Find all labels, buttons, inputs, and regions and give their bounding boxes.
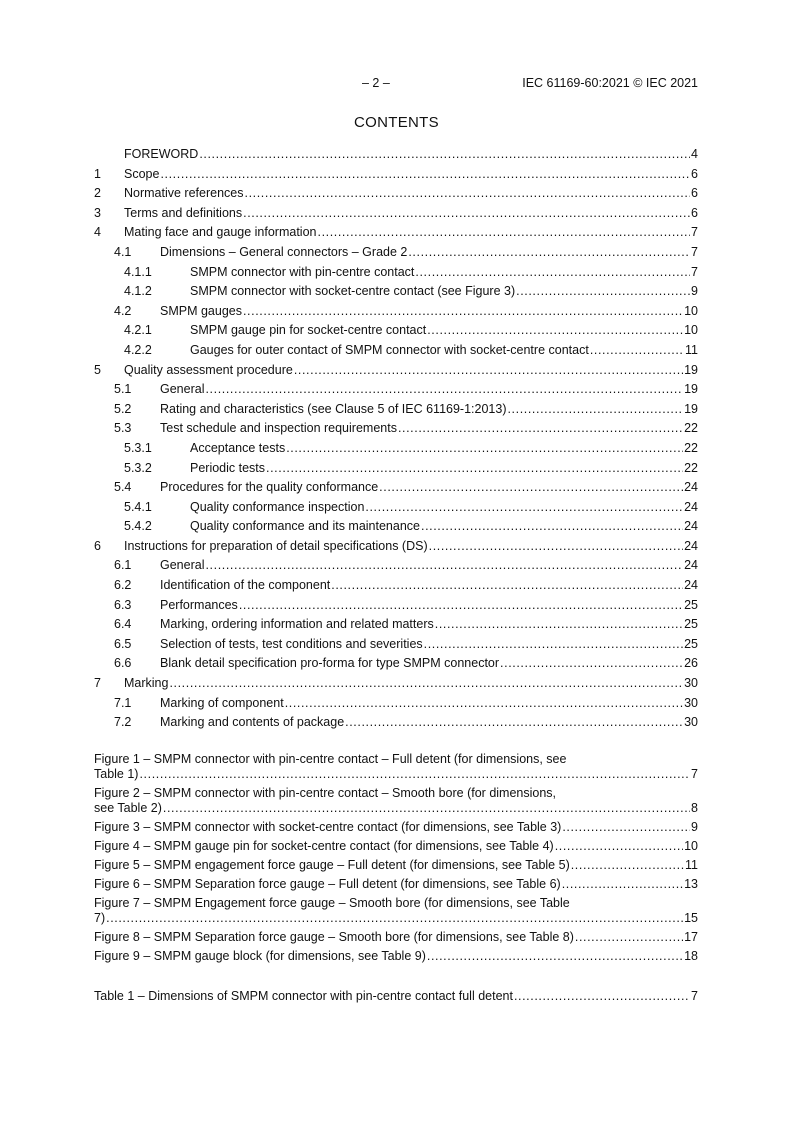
figure-entry-title-line1: Figure 2 – SMPM connector with pin-centre contact – Smooth bore (for dimensions,: [94, 785, 557, 800]
figure-list: [94, 752, 698, 964]
dot-leader: [169, 674, 683, 694]
toc-entry-page: 6: [691, 166, 698, 181]
toc-entry-page: 22: [684, 460, 698, 475]
toc-entry-page: 25: [684, 597, 698, 612]
toc-entry[interactable]: [94, 243, 698, 263]
dot-leader: [243, 302, 683, 322]
toc-entry[interactable]: [94, 713, 698, 733]
figure-entry-page: 7: [691, 766, 698, 781]
figure-entry-title: Figure 8 – SMPM Separation force gauge – Smooth bore (for dimensions, see Table 8): [94, 929, 574, 944]
toc-entry[interactable]: [94, 674, 698, 694]
dot-leader: [239, 596, 683, 616]
toc-entry-page: 11: [685, 342, 698, 357]
figure-entry[interactable]: [94, 896, 698, 926]
toc-entry-page: 22: [684, 440, 698, 455]
toc-entry-title: Quality conformance and its maintenance: [190, 519, 420, 534]
toc-entry-number: 6.3: [114, 597, 132, 612]
dot-leader: [331, 576, 683, 596]
toc-entry-page: 6: [691, 205, 698, 220]
dot-leader: [429, 537, 683, 557]
figure-entry-title: Figure 4 – SMPM gauge pin for socket-centre contact (for dimensions, see Table 4): [94, 838, 554, 853]
toc-entry-number: 6.4: [114, 617, 132, 632]
toc-entry-number: 6.2: [114, 578, 132, 593]
toc-entry-page: 24: [684, 519, 698, 534]
toc-entry-number: 6.6: [114, 656, 132, 671]
toc-entry[interactable]: [94, 145, 698, 165]
toc-entry[interactable]: [94, 498, 698, 518]
figure-entry[interactable]: [94, 930, 698, 945]
toc-entry[interactable]: [94, 361, 698, 381]
toc-entry[interactable]: [94, 694, 698, 714]
figure-entry-title: 7): [94, 910, 106, 925]
toc-entry-title: SMPM gauge pin for socket-centre contact: [190, 323, 427, 338]
figure-entry-title: see Table 2): [94, 800, 162, 815]
figure-entry-page: 10: [684, 838, 698, 853]
table-of-contents: [94, 145, 698, 1006]
toc-entry-page: 19: [684, 382, 698, 397]
toc-entry-number: 4.2: [114, 303, 132, 318]
dot-leader: [398, 419, 683, 439]
table-entry[interactable]: [94, 987, 698, 1007]
toc-entry-number: 5.3: [114, 421, 132, 436]
spacer: [94, 733, 698, 752]
toc-entry-page: 7: [691, 264, 698, 279]
toc-entry-page: 30: [684, 695, 698, 710]
figure-entry-title: Table 1): [94, 766, 139, 781]
toc-entry-page: 24: [684, 578, 698, 593]
figure-entry-title: Figure 3 – SMPM connector with socket-centre contact (for dimensions, see Table 3): [94, 819, 562, 834]
table-list: [94, 987, 698, 1007]
dot-leader: [555, 839, 683, 854]
dot-leader: [379, 478, 683, 498]
toc-entry-title: Identification of the component: [160, 578, 331, 593]
figure-entry-line: [94, 839, 698, 854]
contents-title: CONTENTS: [354, 114, 439, 131]
toc-entry[interactable]: [94, 263, 698, 283]
toc-entry[interactable]: [94, 537, 698, 557]
page-number: – 2 –: [362, 76, 390, 90]
dot-leader: [286, 439, 683, 459]
toc-entry-number: 5: [94, 362, 101, 377]
figure-entry-line: [94, 911, 698, 926]
toc-entry[interactable]: [94, 204, 698, 224]
toc-entry-number: 5.4.2: [124, 519, 152, 534]
toc-entry-title: Marking and contents of package: [160, 715, 345, 730]
dot-leader: [345, 713, 683, 733]
figure-entry[interactable]: [94, 752, 698, 782]
dot-leader: [245, 184, 691, 204]
dot-leader: [205, 380, 683, 400]
figure-entry[interactable]: [94, 949, 698, 964]
toc-entry[interactable]: [94, 556, 698, 576]
dot-leader: [163, 801, 690, 816]
figure-entry-line: [94, 877, 698, 892]
figure-entry-line: [94, 801, 698, 816]
toc-entry-title: Scope: [124, 166, 160, 181]
toc-entry[interactable]: [94, 321, 698, 341]
toc-entry-page: 19: [684, 362, 698, 377]
toc-entry-number: 3: [94, 205, 101, 220]
dot-leader: [285, 694, 683, 714]
figure-entry-line: [94, 949, 698, 964]
figure-entry[interactable]: [94, 839, 698, 854]
toc-entry[interactable]: [94, 165, 698, 185]
toc-entry-title: SMPM connector with pin-centre contact: [190, 264, 415, 279]
dot-leader: [318, 223, 691, 243]
toc-entry-page: 6: [691, 186, 698, 201]
toc-entry[interactable]: [94, 517, 698, 537]
dot-leader: [427, 949, 683, 964]
toc-entry-number: 4.1.1: [124, 264, 152, 279]
toc-entry-title: Quality conformance inspection: [190, 499, 365, 514]
toc-entry-title: General: [160, 382, 205, 397]
toc-entry-page: 30: [684, 715, 698, 730]
figure-entry-page: 15: [684, 910, 698, 925]
toc-entry-page: 24: [684, 558, 698, 573]
toc-entry-number: 4.2.1: [124, 323, 152, 338]
dot-leader: [562, 820, 690, 835]
toc-entry-page: 7: [691, 225, 698, 240]
dot-leader: [106, 911, 683, 926]
dot-leader: [421, 517, 683, 537]
toc-entry-title: Acceptance tests: [190, 440, 286, 455]
toc-entry[interactable]: [94, 380, 698, 400]
figure-entry[interactable]: [94, 858, 698, 873]
toc-entry-page: 24: [684, 499, 698, 514]
figure-entry-page: 9: [691, 819, 698, 834]
page-header: [94, 76, 698, 92]
toc-entry[interactable]: [94, 439, 698, 459]
dot-leader: [514, 987, 690, 1007]
figure-entry-page: 11: [685, 857, 698, 872]
toc-entry[interactable]: [94, 576, 698, 596]
toc-entry-page: 26: [684, 656, 698, 671]
toc-entry-title: Terms and definitions: [124, 205, 243, 220]
toc-entry-page: 30: [684, 676, 698, 691]
toc-entry-number: 6.5: [114, 636, 132, 651]
toc-entry-title: Marking, ordering information and related matters: [160, 617, 434, 632]
figure-entry-page: 17: [684, 929, 698, 944]
toc-entry-number: 1: [94, 166, 101, 181]
toc-entry-number: 6: [94, 538, 101, 553]
toc-entry[interactable]: [94, 400, 698, 420]
figure-entry-title: Figure 9 – SMPM gauge block (for dimensions, see Table 9): [94, 948, 426, 963]
toc-entry-number: 5.2: [114, 401, 132, 416]
toc-entry-number: 7: [94, 676, 101, 691]
figure-entry-page: 13: [684, 876, 698, 891]
figure-entry-title-line1: Figure 7 – SMPM Engagement force gauge – Smooth bore (for dimensions, see Table: [94, 895, 570, 910]
dot-leader: [590, 341, 684, 361]
dot-leader: [424, 635, 683, 655]
toc-entry[interactable]: [94, 635, 698, 655]
dot-leader: [562, 877, 683, 892]
dot-leader: [139, 767, 690, 782]
dot-leader: [205, 556, 683, 576]
dot-leader: [427, 321, 683, 341]
figure-entry-title-line1: Figure 1 – SMPM connector with pin-centre contact – Full detent (for dimensions, see: [94, 751, 567, 766]
dot-leader: [500, 654, 683, 674]
figure-entry-page: 18: [684, 948, 698, 963]
toc-entry-title: Gauges for outer contact of SMPM connector with socket-centre contact: [190, 342, 589, 357]
toc-entry[interactable]: [94, 419, 698, 439]
toc-entry-page: 4: [691, 147, 698, 161]
figure-entry[interactable]: [94, 877, 698, 892]
dot-leader: [160, 165, 690, 185]
toc-entry-page: 10: [684, 323, 698, 338]
figure-entry-line: [94, 820, 698, 835]
toc-entry-page: 24: [684, 538, 698, 553]
toc-entry-title: Mating face and gauge information: [124, 225, 317, 240]
dot-leader: [516, 282, 690, 302]
toc-entry-number: 5.1: [114, 382, 132, 397]
toc-entry-title: Procedures for the quality conformance: [160, 480, 379, 495]
figure-entry-line: [94, 767, 698, 782]
toc-entries: [94, 145, 698, 733]
dot-leader: [575, 930, 683, 945]
figure-entry[interactable]: [94, 786, 698, 816]
toc-entry-number: 5.3.2: [124, 460, 152, 475]
toc-entry-page: 25: [684, 636, 698, 651]
toc-entry[interactable]: [94, 282, 698, 302]
toc-entry-title: Marking of component: [160, 695, 284, 710]
toc-entry-number: 7.1: [114, 695, 132, 710]
toc-entry-number: 4: [94, 225, 101, 240]
toc-entry-page: 22: [684, 421, 698, 436]
toc-entry[interactable]: [94, 596, 698, 616]
toc-entry-title: SMPM gauges: [160, 303, 242, 318]
figure-entry-title: Figure 6 – SMPM Separation force gauge – Full detent (for dimensions, see Table 6): [94, 876, 561, 891]
toc-entry[interactable]: [94, 615, 698, 635]
toc-entry-title: FOREWORD: [124, 147, 199, 161]
toc-entry-page: 24: [684, 480, 698, 495]
toc-entry-number: 5.3.1: [124, 440, 152, 455]
toc-entry[interactable]: [94, 478, 698, 498]
dot-leader: [365, 498, 683, 518]
dot-leader: [199, 145, 690, 165]
toc-entry-number: 5.4: [114, 480, 132, 495]
dot-leader: [415, 263, 690, 283]
toc-entry-page: 9: [691, 284, 698, 299]
toc-entry-title: Periodic tests: [190, 460, 266, 475]
toc-entry-number: 5.4.1: [124, 499, 152, 514]
dot-leader: [435, 615, 683, 635]
toc-entry-title: General: [160, 558, 205, 573]
toc-entry-title: Quality assessment procedure: [124, 362, 293, 377]
toc-entry[interactable]: [94, 459, 698, 479]
toc-entry-title: Instructions for preparation of detail specifications (DS): [124, 538, 428, 553]
toc-entry-number: 4.1: [114, 244, 132, 259]
table-entry-title: Table 1 – Dimensions of SMPM connector with pin-centre contact full detent: [94, 988, 513, 1003]
toc-entry-title: SMPM connector with socket-centre contact (see Figure 3): [190, 284, 516, 299]
toc-entry[interactable]: [94, 223, 698, 243]
toc-entry-title: Performances: [160, 597, 238, 612]
toc-entry[interactable]: [94, 184, 698, 204]
toc-entry-number: 4.2.2: [124, 342, 152, 357]
dot-leader: [243, 204, 690, 224]
dot-leader: [294, 361, 683, 381]
dot-leader: [571, 858, 684, 873]
toc-entry[interactable]: [94, 341, 698, 361]
dot-leader: [266, 459, 683, 479]
toc-entry-number: 2: [94, 186, 101, 201]
toc-entry[interactable]: [94, 302, 698, 322]
toc-entry-title: Selection of tests, test conditions and severities: [160, 636, 423, 651]
toc-entry-title: Normative references: [124, 186, 244, 201]
figure-entry-line: [94, 858, 698, 873]
toc-entry[interactable]: [94, 654, 698, 674]
dot-leader: [408, 243, 690, 263]
toc-entry-title: Test schedule and inspection requirements: [160, 421, 397, 436]
figure-entry[interactable]: [94, 820, 698, 835]
figure-entry-title: Figure 5 – SMPM engagement force gauge – Full detent (for dimensions, see Table 5): [94, 857, 570, 872]
toc-entry-page: 7: [691, 244, 698, 259]
toc-entry-title: Marking: [124, 676, 169, 691]
toc-entry-number: 4.1.2: [124, 284, 152, 299]
figure-entry-line: [94, 930, 698, 945]
toc-entry-title: Dimensions – General connectors – Grade 2: [160, 244, 408, 259]
figure-entry-page: 8: [691, 800, 698, 815]
toc-entry-title: Blank detail specification pro-forma for type SMPM connector: [160, 656, 500, 671]
toc-entry-page: 10: [684, 303, 698, 318]
toc-entry-page: 19: [684, 401, 698, 416]
toc-entry-page: 25: [684, 617, 698, 632]
toc-entry-number: 6.1: [114, 558, 132, 573]
table-entry-page: 7: [691, 988, 698, 1003]
toc-entry-number: 7.2: [114, 715, 132, 730]
document-id: IEC 61169-60:2021 © IEC 2021: [522, 76, 698, 90]
toc-entry-title: Rating and characteristics (see Clause 5 of IEC 61169-1:2013): [160, 401, 507, 416]
spacer: [94, 968, 698, 987]
dot-leader: [507, 400, 683, 420]
